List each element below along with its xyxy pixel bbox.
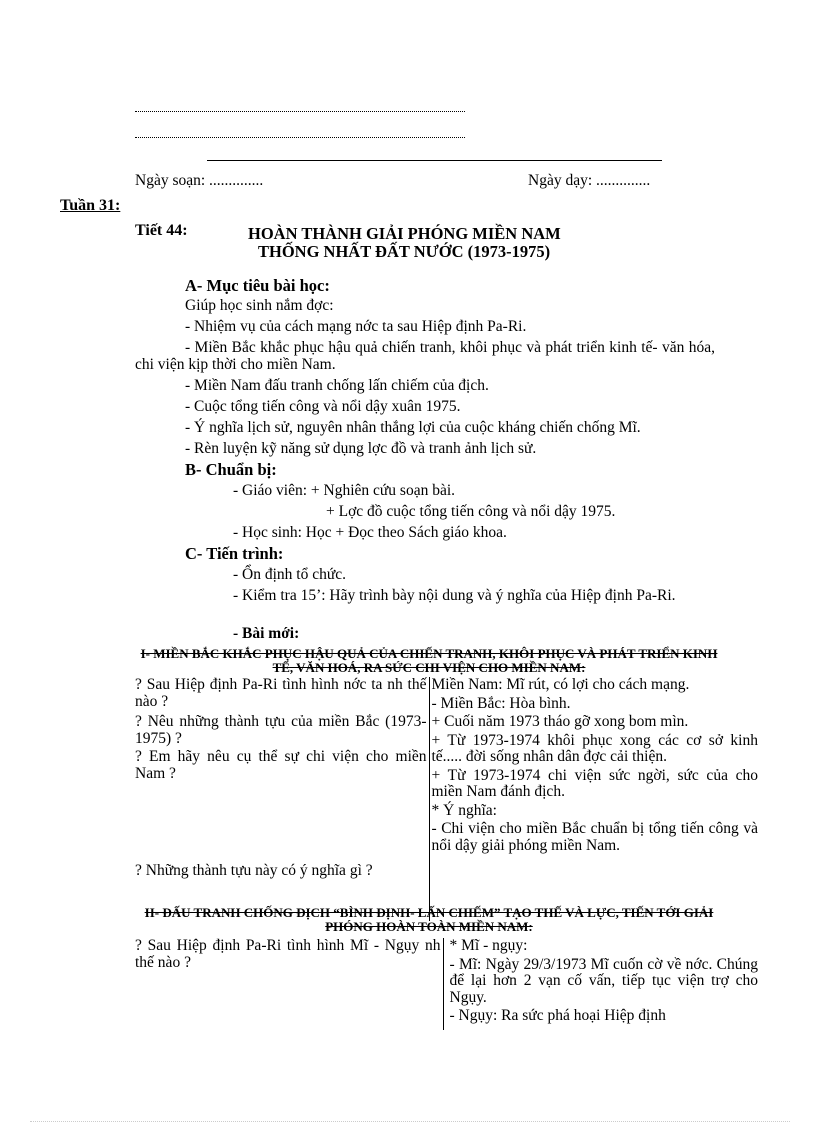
question: ? Sau Hiệp định Pa-Ri tình hình Mĩ - Ngụy nh thế nào ? [135, 937, 441, 971]
answer: - Mĩ: Ngày 29/3/1973 Mĩ cuốn cờ về nớc. Chúng để lại hơn 2 vạn cố vấn, tiếp tục viện trợ cho Ngụy. [449, 955, 758, 1006]
prep-item: + Lợc đồ cuộc tổng tiến công và nổi dậy 1975. [326, 503, 616, 520]
answer: * Mĩ - ngụy: [449, 937, 528, 954]
process-item: - Kiểm tra 15’: Hãy trình bày nội dung và ý nghĩa của Hiệp định Pa-Ri. [233, 587, 676, 604]
section-a-intro: Giúp học sinh nắm đợc: [185, 297, 334, 314]
part1-table [133, 677, 760, 921]
answer: - Miền Bắc: Hòa bình. [431, 694, 571, 712]
section-a-heading: A- Mục tiêu bài học: [185, 276, 330, 295]
objective-item: - Miền Bắc khắc phục hậu quả chiến tranh, khôi phục và phát triển kinh tế- văn hóa, chi viện kịp thời cho miền Nam. [135, 339, 715, 373]
objective-item: - Ý nghĩa lịch sử, nguyên nhân thắng lợi của cuộc kháng chiến chống Mĩ. [185, 419, 641, 436]
question: ? Những thành tựu này có ý nghĩa gì ? [135, 862, 373, 879]
answer: + Từ 1973-1974 chi viện sức ngời, sức của cho miền Nam đánh địch. [431, 766, 758, 800]
tiet-label: Tiết 44: [135, 222, 188, 239]
header-rule [207, 160, 662, 161]
answer: - Ngụy: Ra sức phá hoại Hiệp định [449, 1007, 666, 1024]
section-c-heading: C- Tiến trình: [185, 544, 284, 563]
answer: + Cuối năm 1973 tháo gỡ xong bom mìn. [431, 713, 689, 730]
section-b-heading: B- Chuẩn bị: [185, 460, 277, 479]
objective-item: - Cuộc tổng tiến công và nổi dậy xuân 1975. [185, 398, 461, 415]
prep-item: - Giáo viên: + Nghiên cứu soạn bài. [233, 482, 456, 499]
objective-item: - Miền Nam đấu tranh chống lấn chiếm của địch. [185, 377, 489, 394]
answer: + Từ 1973-1974 khôi phục xong các cơ sở kinh tế..... đời sống nhân dân đợc cải thiện. [431, 731, 758, 765]
lesson-title-line1: HOÀN THÀNH GIẢI PHÓNG MIỀN NAM [248, 224, 561, 243]
lesson-title-line2: THỐNG NHẤT ĐẤT NƯỚC (1973-1975) [258, 242, 551, 261]
question-cell [133, 938, 443, 1030]
part2-heading: II- ĐẤU TRANH CHỐNG ĐỊCH “BÌNH ĐỊNH- LẤN CHIẾM” TẠO THẾ VÀ LỰC, TIẾN TỚI GIẢI PHÓNG HOÀN TOÀN MIỀN NAM: [144, 905, 714, 934]
question-cell [133, 677, 429, 921]
ngay-soan: Ngày soạn: .............. [135, 172, 264, 189]
page-bottom-border [30, 1121, 790, 1122]
dotted-line-1 [135, 111, 465, 112]
objective-item: - Rèn luyện kỹ năng sử dụng lợc đồ và tranh ảnh lịch sử. [185, 440, 537, 457]
objective-item: - Nhiệm vụ của cách mạng nớc ta sau Hiệp định Pa-Ri. [185, 318, 527, 335]
question: ? Nêu những thành tựu của miền Bắc (1973-1975) ? [135, 713, 427, 747]
part2-table [133, 938, 760, 1030]
answer-cell [429, 677, 760, 921]
process-item: - Ổn định tổ chức. [233, 566, 347, 583]
ngay-day: Ngày dạy: .............. [528, 172, 651, 189]
answer: - Chi viện cho miền Bắc chuẩn bị tổng tiến công và nổi dậy giải phóng miền Nam. [431, 820, 758, 854]
prep-item: - Học sinh: Học + Đọc theo Sách giáo khoa. [233, 524, 507, 541]
bai-moi-label: - Bài mới: [233, 625, 300, 642]
tuan-label: Tuần 31: [60, 197, 121, 214]
answer: * Ý nghĩa: [431, 801, 497, 819]
part1-heading: I- MIỀN BẮC KHẮC PHỤC HẬU QUẢ CỦA CHIẾN TRANH, KHÔI PHỤC VÀ PHÁT TRIỂN KINH TẾ, VĂN HOÁ, RA SỨC CHI VIỆN CHO MIỀN NAM: [140, 646, 718, 675]
dotted-line-2 [135, 137, 465, 138]
question: ? Em hãy nêu cụ thể sự chi viện cho miền Nam ? [135, 748, 427, 782]
answer: Miền Nam: Mĩ rút, có lợi cho cách mạng. [431, 676, 690, 693]
question: ? Sau Hiệp định Pa-Ri tình hình nớc ta nh thế nào ? [135, 676, 427, 710]
answer-cell [443, 938, 760, 1030]
